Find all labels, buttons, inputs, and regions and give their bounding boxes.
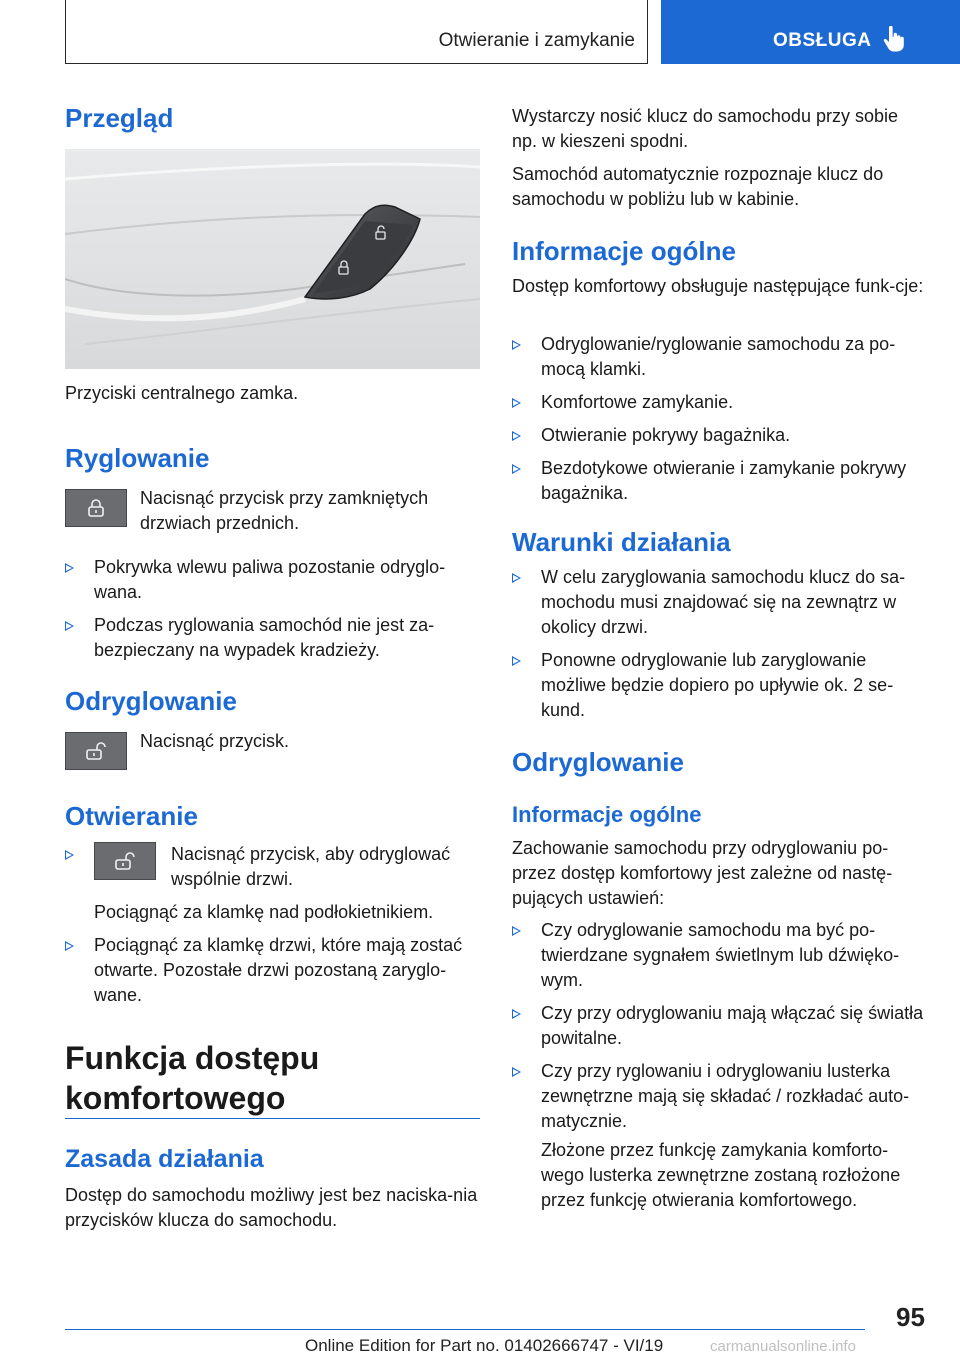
zasada-heading: Zasada działania: [65, 1145, 264, 1173]
otwieranie-heading: Otwieranie: [65, 801, 198, 831]
odryglowanie-right-heading: Odryglowanie: [512, 747, 684, 777]
odryglowanie-list: [512, 918, 927, 1142]
hand-pointer-icon: [883, 26, 905, 52]
funkcja-heading: [65, 1038, 319, 1118]
otwieranie-list: [65, 842, 480, 1016]
unlock-icon: [114, 851, 136, 871]
unlock-icon: [85, 741, 107, 761]
informacje-text: Dostęp komfortowy obsługuje następujące funk-cje:: [512, 276, 924, 296]
page-number: 95: [896, 1302, 925, 1332]
list-item: Ponowne odryglowanie lub zaryglowanie możliwe będzie dopiero po upływie ok. 2 se-kund.: [512, 648, 927, 723]
list-item: [65, 842, 480, 925]
zasada-text: Dostęp do samochodu możliwy jest bez naciska-nia przycisków klucza do samochodu.: [65, 1185, 478, 1230]
funkcja-heading-line1: Funkcja dostępu: [65, 1040, 320, 1076]
list-item: Czy przy ryglowaniu i odryglowaniu lusterka zewnętrzne mają się składać / rozkładać auto-matycznie.: [512, 1059, 927, 1134]
section-tab-label: OBSŁUGA: [773, 30, 872, 51]
odryglowanie-heading: Odryglowanie: [65, 686, 237, 716]
informacje-list: [512, 332, 927, 514]
unlock-button-image: [94, 842, 156, 880]
intro-paragraph-1: Wystarczy nosić klucz do samochodu przy sobie np. w kieszeni spodni.: [512, 106, 898, 151]
photo-caption: Przyciski centralnego zamka.: [65, 383, 299, 403]
list-item: Bezdotykowe otwieranie i zamykanie pokrywy bagażnika.: [512, 456, 927, 506]
warunki-list: [512, 565, 927, 731]
list-item: Otwieranie pokrywy bagażnika.: [512, 423, 927, 448]
ryglowanie-text: Nacisnąć przycisk przy zamkniętych drzwiach przednich.: [140, 488, 429, 533]
section-tab[interactable]: [661, 0, 960, 64]
watermark: carmanualsonline.info: [710, 1338, 856, 1355]
list-item: Pociągnąć za klamkę drzwi, które mają zostać otwarte. Pozostałe drzwi pozostaną zaryglo-wane.: [65, 933, 480, 1008]
odryglowanie-info-heading: Informacje ogólne: [512, 802, 702, 827]
lock-icon: [86, 498, 106, 518]
informacje-heading: Informacje ogólne: [512, 236, 736, 266]
intro-paragraph-2: Samochód automatycznie rozpoznaje klucz do samochodu w pobliżu lub w kabinie.: [512, 164, 884, 209]
list-item: Odryglowanie/ryglowanie samochodu za po-mocą klamki.: [512, 332, 927, 382]
list-item: W celu zaryglowania samochodu klucz do sa-mochodu musi znajdować się na zewnątrz w okolicy drzwi.: [512, 565, 927, 640]
otwieranie-item-text: Nacisnąć przycisk, aby odryglować wspólnie drzwi.: [171, 844, 451, 889]
odryglowanie-info-text: Zachowanie samochodu przy odryglowaniu po-przez dostęp komfortowy jest zależne od nastę-pujących ustawień:: [512, 838, 893, 908]
list-item: Komfortowe zamykanie.: [512, 390, 927, 415]
odryglowanie-note: Złożone przez funkcję zamykania komforto-wego lusterka zewnętrzne zostaną rozłożone przez funkcję otwierania komfortowego.: [541, 1140, 901, 1210]
header-section-title: Otwieranie i zamykanie: [438, 30, 635, 51]
funkcja-heading-line2: komfortowego: [65, 1080, 286, 1116]
list-item: Podczas ryglowania samochód nie jest za-bezpieczany na wypadek kradzieży.: [65, 613, 480, 663]
ryglowanie-list: [65, 555, 480, 671]
footer-rule: [65, 1329, 865, 1330]
unlock-button-image: [65, 732, 127, 770]
przeglad-heading: Przegląd: [65, 103, 174, 133]
footer-edition: Online Edition for Part no. 01402666747 - VI/19: [305, 1336, 664, 1355]
list-item: Czy przy odryglowaniu mają włączać się światła powitalne.: [512, 1001, 927, 1051]
door-panel-image: [65, 149, 480, 369]
warunki-heading: Warunki działania: [512, 527, 731, 557]
ryglowanie-heading: Ryglowanie: [65, 443, 210, 473]
odryglowanie-text: Nacisnąć przycisk.: [140, 731, 290, 751]
list-item: Pokrywka wlewu paliwa pozostanie odryglo-wana.: [65, 555, 480, 605]
section-divider: [65, 1118, 480, 1119]
list-item: Czy odryglowanie samochodu ma być po-twierdzane sygnałem świetlnym lub dźwięko-wym.: [512, 918, 927, 993]
otwieranie-item-continuation: Pociągnąć za klamkę nad podłokietnikiem.: [94, 902, 434, 922]
door-lock-buttons-photo: [65, 149, 480, 369]
lock-button-image: [65, 489, 127, 527]
